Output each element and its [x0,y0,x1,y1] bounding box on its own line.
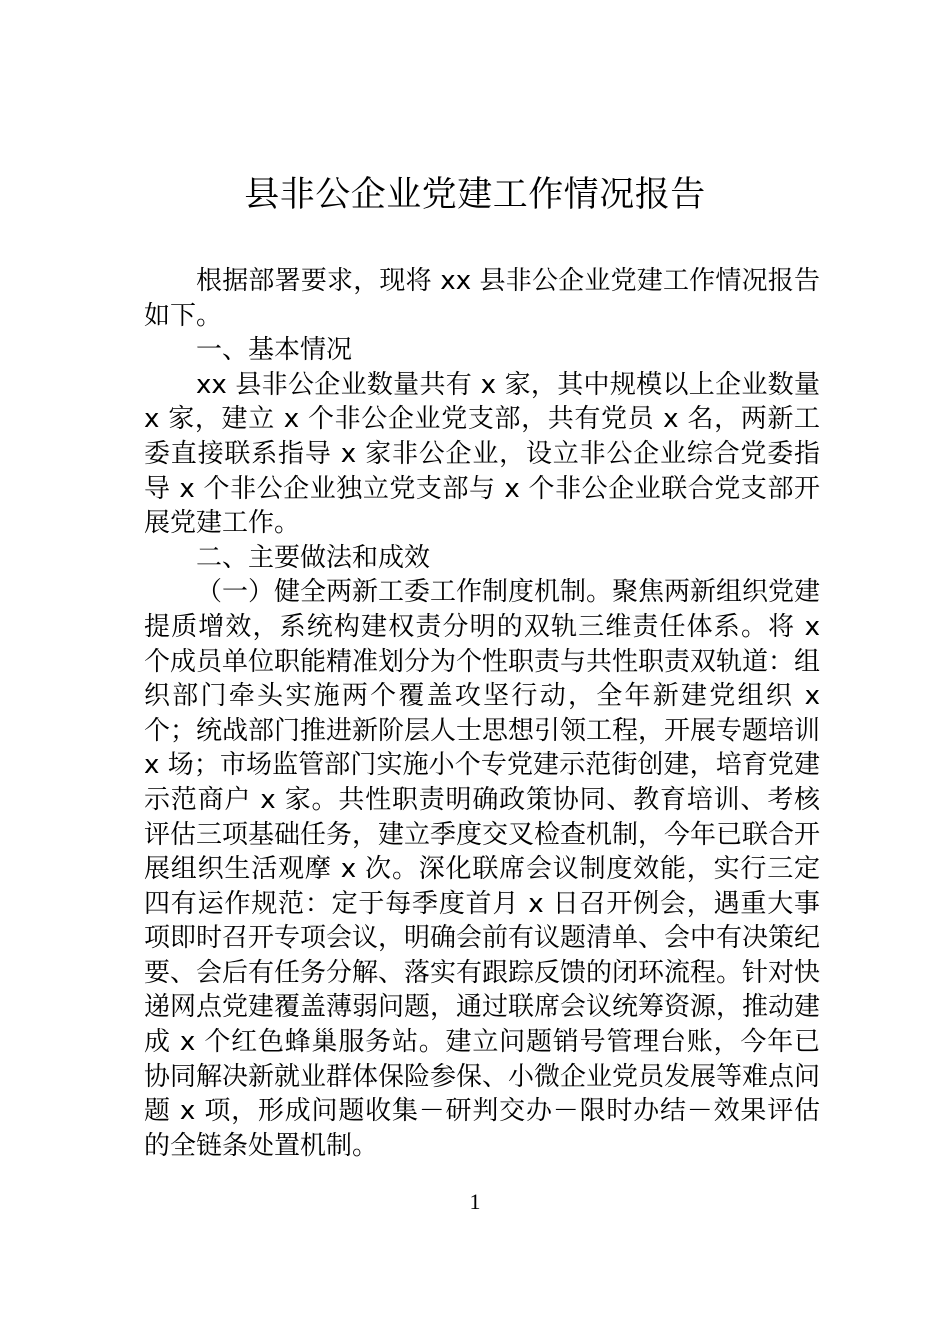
document-title: 县非公企业党建工作情况报告 [244,175,706,215]
practices-paragraph-1: （一）健全两新工委工作制度机制。聚焦两新组织党建提质增效，系统构建权责分明的双轨三维责任体系。将 x 个成员单位职能精准划分为个性职责与共性职责双轨道：组织部门牵头实施两个覆盖攻坚行动，全年新建党组织 x 个；统战部门推进新阶层人士思想引领工程，开展专题培训 x 场；市场监管部门实施小个专党建示范街创建，培育党建示范商户 x 家。共性职责明确政策协同、教育培训、考核评估三项基础任务，建立季度交叉检查机制，今年已联合开展组织生活观摩 x 次。深化联席会议制度效能，实行三定四有运作规范：定于每季度首月 x 日召开例会，遇重大事项即时召开专项会议，明确会前有议题清单、会中有决策纪要、会后有任务分解、落实有跟踪反馈的闭环流程。针对快递网点党建覆盖薄弱问题，通过联席会议统筹资源，推动建成 x 个红色蜂巢服务站。建立问题销号管理台账，今年已协同解决新就业群体保险参保、小微企业党员发展等难点问题 x 项，形成问题收集－研判交办－限时办结－效果评估的全链条处置机制。 [144,577,821,1161]
basic-situation-paragraph: xx 县非公企业数量共有 x 家，其中规模以上企业数量 x 家，建立 x 个非公企业党支部，共有党员 x 名，两新工委直接联系指导 x 家非公企业，设立非公企业综合党委指导 x 个非公企业独立党支部与 x 个非公企业联合党支部开展党建工作。 [144,369,820,539]
intro-paragraph: 根据部署要求，现将 xx 县非公企业党建工作情况报告如下。 [144,266,820,331]
page-number: 1 [469,1189,481,1214]
document-body [144,264,820,1163]
section-heading-basic-situation: 一、基本情况 [196,335,353,366]
section-heading-main-practices: 二、主要做法和成效 [196,542,431,573]
